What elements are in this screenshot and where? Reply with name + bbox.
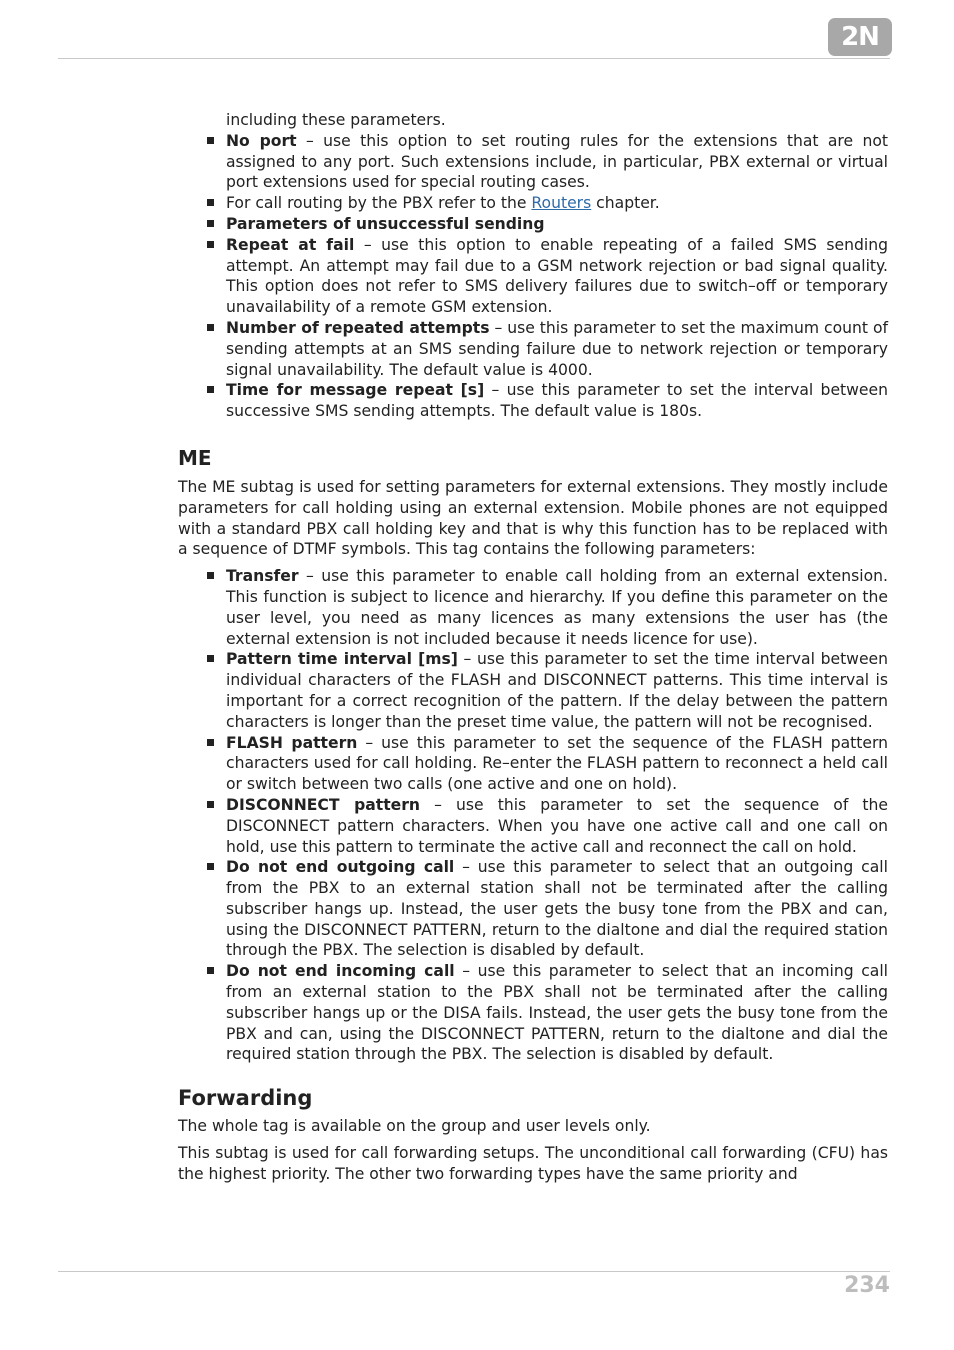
list-item bbox=[226, 318, 888, 380]
description: – use this parameter to enable call holding from an external extension. This function is subject to licence and hierarchy. If you define this parameter on the user level, you need as many licences as many extensions the user has (the external extension is not included because it needs licence for use). bbox=[226, 567, 888, 648]
description: – use this parameter to select that an outgoing call from the PBX to an external station shall not be terminated after the calling subscriber hangs up. Instead, the user gets the busy tone from the PBX and can, using the DISCONNECT PATTERN, return to the dialtone and dial the required station through the PBX. The selection is disabled by default. bbox=[226, 858, 888, 960]
term: No port bbox=[226, 131, 297, 150]
me-paragraph: The ME subtag is used for setting parameters for external extensions. They mostly include parameters for call holding using an external extension. Mobile phones are not equipped with a standard PBX call holding key and that is why this function has to be replaced with a sequence of DTMF symbols. This tag contains the following parameters: bbox=[178, 477, 888, 559]
term: FLASH pattern bbox=[226, 733, 358, 752]
list-item bbox=[226, 193, 888, 214]
list-item bbox=[226, 733, 888, 795]
term: Repeat at fail bbox=[226, 235, 355, 254]
description: – use this parameter to select that an incoming call from an external station to the PBX shall not be terminated after the calling subscriber hangs up or the DISA fails. Instead, the user gets the busy tone from the PBX and can, using the DISCONNECT PATTERN, return to the dialtone and dial the required station through the PBX. The selection is disabled by default. bbox=[226, 962, 888, 1064]
footer-rule bbox=[58, 1271, 890, 1272]
page-number: 234 bbox=[844, 1273, 890, 1298]
term: Number of repeated attempts bbox=[226, 318, 490, 337]
term: Do not end outgoing call bbox=[226, 858, 455, 877]
list-item bbox=[226, 649, 888, 732]
section-heading-me: ME bbox=[178, 445, 212, 470]
term: Transfer bbox=[226, 567, 299, 586]
list-item bbox=[226, 857, 888, 961]
list-item bbox=[226, 235, 888, 318]
brand-logo-text: 2N bbox=[841, 22, 879, 52]
description: For call routing by the PBX refer to the bbox=[226, 194, 532, 213]
list-item bbox=[226, 961, 888, 1065]
description: – use this parameter to set the interval between successive SMS sending attempts. The default value is 180s. bbox=[226, 381, 888, 421]
forwarding-paragraph: This subtag is used for call forwarding setups. The unconditional call forwarding (CFU) has the highest priority. The other two forwarding types have the same priority and bbox=[178, 1144, 888, 1183]
forwarding-paragraph: The whole tag is available on the group and user levels only. bbox=[178, 1117, 651, 1136]
term: Parameters of unsuccessful sending bbox=[226, 214, 545, 233]
list-item bbox=[226, 566, 888, 649]
term: Do not end incoming call bbox=[226, 962, 455, 981]
routers-link[interactable]: Routers bbox=[531, 194, 592, 213]
description: – use this parameter to set the sequence of the DISCONNECT pattern characters. When you have one active call and one call on hold, use this pattern to terminate the active call and reconnect the call on hold. bbox=[226, 795, 888, 856]
list-item bbox=[226, 795, 888, 857]
continuation-line: including these parameters. bbox=[226, 111, 446, 129]
term: Pattern time interval [ms] bbox=[226, 650, 458, 669]
me-list bbox=[178, 566, 888, 1065]
section-heading-forwarding: Forwarding bbox=[178, 1086, 313, 1111]
description: chapter. bbox=[591, 194, 660, 213]
term: DISCONNECT pattern bbox=[226, 795, 421, 814]
page-content bbox=[178, 110, 888, 1185]
description: – use this option to enable repeating of a failed SMS sending attempt. An attempt may fail due to a GSM network rejection or bad signal quality. This option does not refer to SMS delivery failures due to switch–off or temporary unavailability of a remote GSM extension. bbox=[226, 235, 888, 317]
list-item bbox=[226, 214, 888, 235]
brand-logo bbox=[828, 18, 892, 56]
list-item bbox=[226, 380, 888, 422]
header-rule bbox=[58, 58, 890, 59]
description: – use this parameter to set the sequence of the FLASH pattern characters used for call holding. Re–enter the FLASH pattern to reconnect a held call or switch between two calls (one active and one on hold). bbox=[226, 733, 888, 794]
description: – use this parameter to set the time interval between individual characters of the FLASH and DISCONNECT patterns. This time interval is important for a correct recognition of the pattern. If the delay between the pattern characters is longer than the preset time value, the pattern will not be recognised. bbox=[226, 650, 889, 731]
intro-list bbox=[178, 131, 888, 422]
description: – use this parameter to set the maximum count of sending attempts at an SMS sending failure due to network rejection or temporary signal unavailability. The default value is 4000. bbox=[226, 318, 888, 379]
list-item bbox=[226, 131, 888, 193]
term: Time for message repeat [s] bbox=[226, 381, 485, 400]
description: – use this option to set routing rules for the extensions that are not assigned to any port. Such extensions include, in particular, PBX external or virtual port extensions used for special routing cases. bbox=[226, 131, 888, 192]
